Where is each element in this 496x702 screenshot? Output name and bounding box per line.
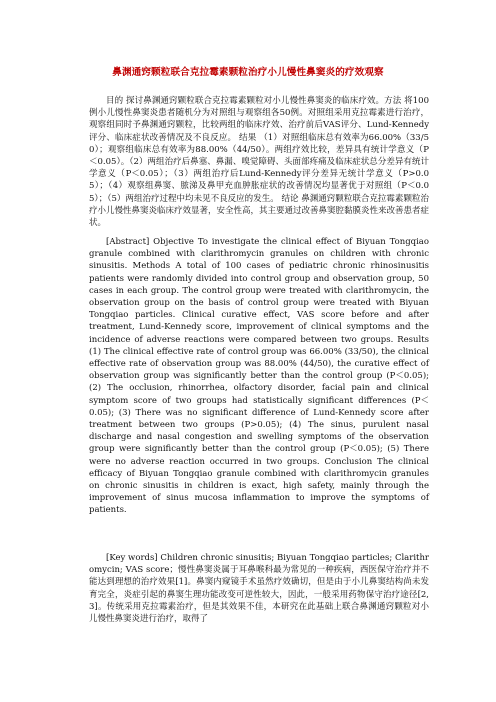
english-abstract: [Abstract] Objective To investigate the clinical effect of Biyuan Tongqiao granule combined with clarithromycin granules on children with chronic sinusitis. Methods A total of 100 cases of pediatric chronic rhinosinusitis patients were randomly divided into control group and observation group, 50 cases in each group. The control group were treated with clarithromycin, the observation group on the basis of control group were treated with Biyuan Tongqiao particles. Clinical curative effect, VAS score before and after treatment, Lund-Kennedy score, improvement of clinical symptoms and the incidence of adverse reactions were compared between two groups. Results (1) The clinical effective rate of control group was 66.00% (33/50), the clinical effective rate of observation group was 88.00% (44/50), the curative effect of observation group was significantly better than the control group (P＜0.05); (2) The occlusion, rhinorrhea, olfactory disorder, facial pain and clinical symptom score of two groups had statistically significant differences (P＜0.05); (3) There was no significant difference of Lund-Kennedy score after treatment between two groups (P>0.05); (4) The sinus, purulent nasal discharge and nasal congestion and swelling symptoms of the observation group were significantly better than the control group (P＜0.05); (5) There were no adverse reaction occurred in two groups. Conclusion The clinical efficacy of Biyuan Tongqiao granule combined with clarithromycin granules on chronic sinusitis in children is exact, high safety, mainly through the improvement of sinus mucosa inflammation to improve the symptoms of patients. — [89, 237, 429, 516]
chinese-abstract: 目的 探讨鼻渊通窍颗粒联合克拉霉素颗粒对小儿慢性鼻窦炎的临床疗效。方法 将100例小儿慢性鼻窦炎患者随机分为对照组与观察组各50例。对照组采用克拉霉素进行治疗，观察组同时予鼻渊通窍颗粒，比较两组的临床疗效、治疗前后VAS评分、Lund-Kennedy评分、临床症状改善情况及不良反应。 结果 （1）对照组临床总有效率为66.00%（33/50）；观察组临床总有效率为88.00%（44/50）。两组疗效比较，差异具有统计学意义（P＜0.05）。（2）两组治疗后鼻塞、鼻漏、嗅觉障碍、头面部疼痛及临床症状总分差异有统计学意义（P＜0.05）；（3）两组治疗后Lund-Kennedy评分差异无统计学意义（P>0.05）；（4）观察组鼻窦、脓涕及鼻甲充血肿胀症状的改善情况均显著优于对照组（P＜0.05）；（5）两组治疗过程中均未见不良反应的发生。 结论 鼻渊通窍颗粒联合克拉霉素颗粒治疗小儿慢性鼻窦炎临床疗效显著，安全性高，其主要通过改善鼻窦腔黏膜炎性来改善患者症状。 — [89, 96, 430, 229]
keywords-and-introduction: [Key words] Children chronic sinusitis; Biyuan Tongqiao particles; Clarithromycin; VAS score；慢性鼻窦炎属于耳鼻喉科最为常见的一种疾病，西医保守治疗并不能达到理想的治疗效果[1]。鼻窦内窥镜手术虽然疗效确切，但是由于小儿鼻窦结构尚未发育完全，炎症引起的鼻窦生理功能改变可逆性较大，因此，一般采用药物保守治疗途径[2, 3]。传统采用克拉霉素治疗，但是其效果不佳，本研究在此基础上联合鼻渊通窍颗粒对小儿慢性鼻窦炎进行治疗，取得了 — [89, 553, 429, 625]
paper-title: 鼻渊通窍颗粒联合克拉霉素颗粒治疗小儿慢性鼻窦炎的疗效观察 — [112, 67, 384, 78]
